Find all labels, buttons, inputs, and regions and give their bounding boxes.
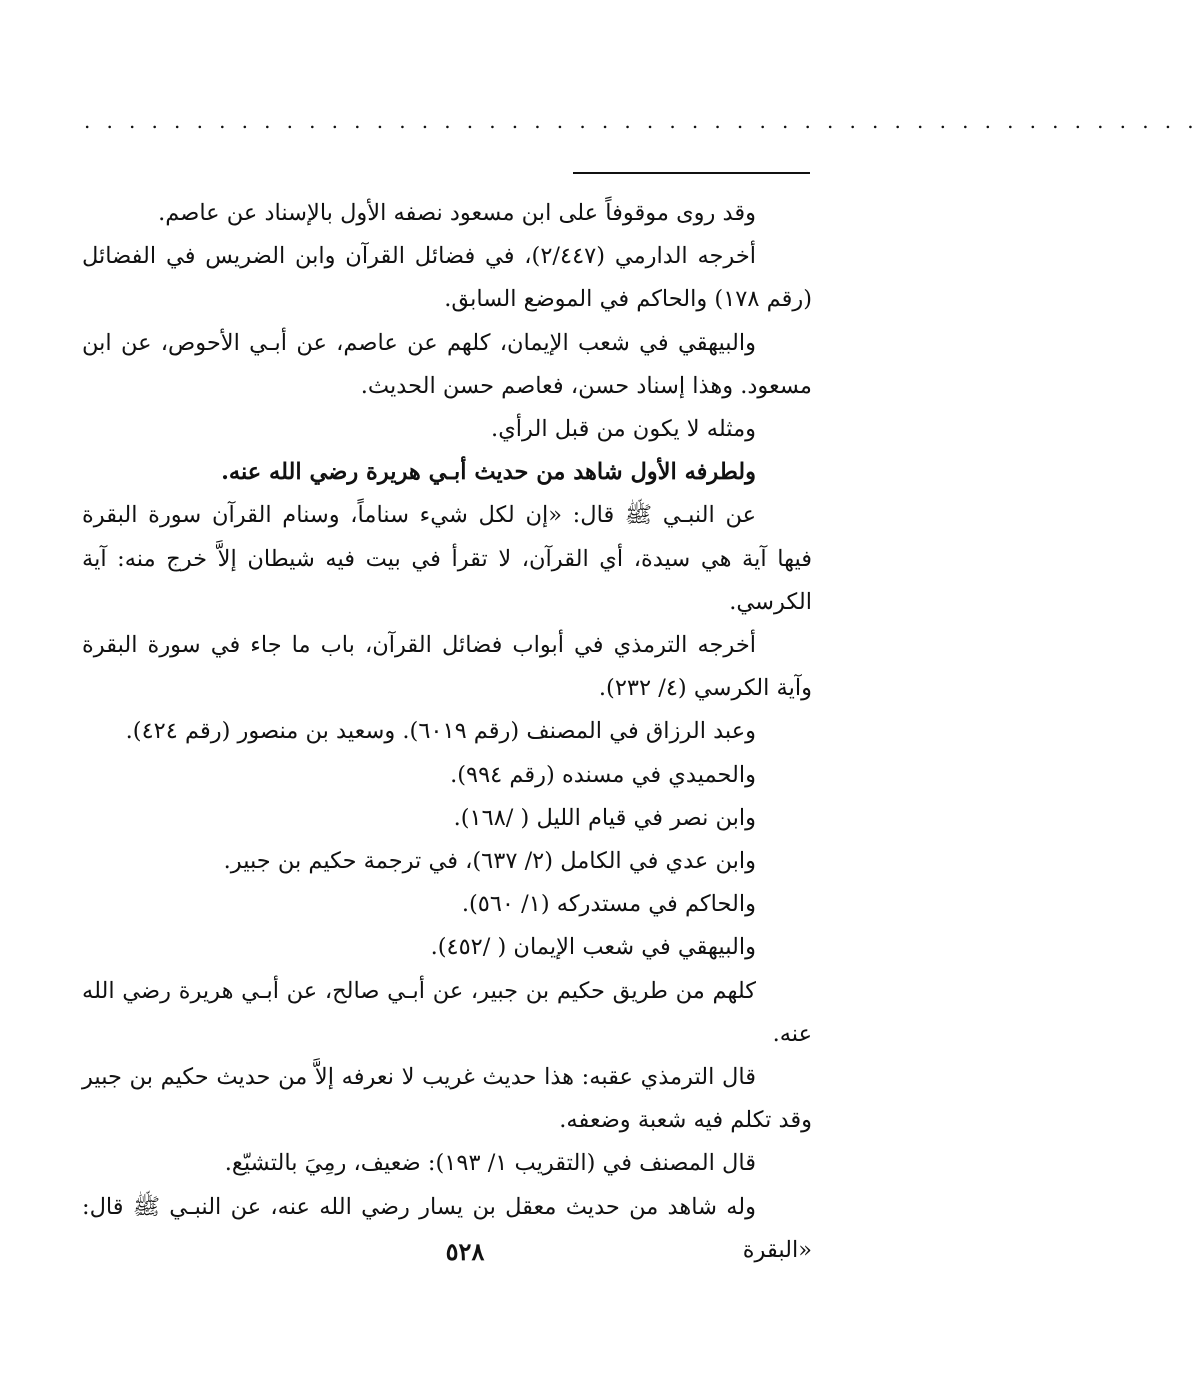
footnote-rule (573, 172, 810, 174)
paragraph: أخرجه الدارمي (٢/٤٤٧)، في فضائل القرآن وابن الضريس في الفضائل (رقم ١٧٨) والحاكم في الموضع السابق. (82, 243, 812, 313)
paragraph: عن النبـي ﷺ قال: «إن لكل شيء سناماً، وسنام القرآن سورة البقرة فيها آية هي سيدة، أي القرآن، لا تقرأ في بيت فيه شيطان إلاَّ خرج منه: آية الكرسي. (82, 502, 812, 615)
paragraph: قال المصنف في (التقريب ١/ ١٩٣): ضعيف، رمِيَ بالتشيّع. (224, 1150, 756, 1177)
paragraph: وابن عدي في الكامل (٢/ ٦٣٧)، في ترجمة حكيم بن جبير. (223, 848, 756, 875)
paragraph: ومثله لا يكون من قبل الرأي. (491, 416, 756, 443)
paragraph: وابن نصر في قيام الليل ( /١٦٨). (453, 804, 756, 831)
footnote-body (82, 192, 812, 1272)
paragraph: وعبد الرزاق في المصنف (رقم ٦٠١٩). وسعيد بن منصور (رقم ٤٢٤). (125, 718, 756, 745)
paragraph: كلهم من طريق حكيم بن جبير، عن أبـي صالح، عن أبـي هريرة رضي الله عنه. (82, 977, 812, 1047)
dotted-separator: . . . . . . . . . . . . . . . . . . . . . . . . . . . . . . . . . . . . . . . . . . . . . . . . . . (84, 109, 1198, 133)
paragraph: والبيهقي في شعب الإيمان، كلهم عن عاصم، عن أبـي الأحوص، عن ابن مسعود. وهذا إسناد حسن، فعاصم حسن الحديث. (82, 329, 812, 399)
paragraph: والبيهقي في شعب الإيمان ( /٤٥٢). (430, 934, 756, 961)
paragraph: قال الترمذي عقبه: هذا حديث غريب لا نعرفه إلاَّ من حديث حكيم بن جبير وقد تكلم فيه شعبة وضعفه. (82, 1064, 812, 1134)
paragraph: والحاكم في مستدركه (١/ ٥٦٠). (461, 891, 756, 918)
paragraph: وله شاهد من حديث معقل بن يسار رضي الله عنه، عن النبـي ﷺ قال: «البقرة (82, 1193, 812, 1263)
paragraph: أخرجه الترمذي في أبواب فضائل القرآن، باب ما جاء في سورة البقرة وآية الكرسي (٤/ ٢٣٢). (82, 632, 812, 702)
page-number: ٥٢٨ (445, 1237, 485, 1266)
paragraph: وقد روى موقوفاً على ابن مسعود نصفه الأول بالإسناد عن عاصم. (158, 200, 756, 226)
paragraph: والحميدي في مسنده (رقم ٩٩٤). (450, 761, 756, 788)
paragraph-heading: ولطرفه الأول شاهد من حديث أبـي هريرة رضي الله عنه. (221, 459, 756, 486)
